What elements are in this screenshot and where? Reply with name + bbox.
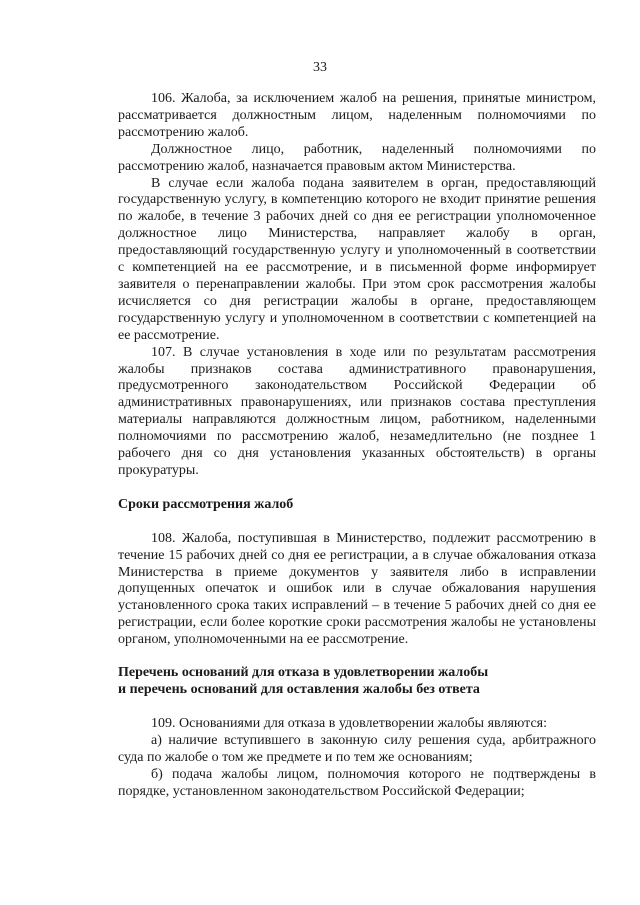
section-heading-review-terms: Сроки рассмотрения жалоб: [118, 496, 294, 512]
paragraph-107: 107. В случае установления в ходе или по результатам рассмотрения жалобы признаков состава административного правонарушения, предусмотренного законодательством Российской Федерации об административных правонарушениях, или признаков состава преступления материалы направляются должностным лицом, работником, наделенными полномочиями по рассмотрению жалоб, незамедлительно (не позднее 1 рабочего дня со дня установления указанных обстоятельств) в органы прокуратуры.: [118, 344, 596, 478]
paragraph-109: 109. Основаниями для отказа в удовлетворении жалобы являются:: [151, 715, 547, 731]
paragraph-106: 106. Жалоба, за исключением жалоб на решения, принятые министром, рассматривается должностным лицом, наделенным полномочиями по рассмотрению жалоб.: [118, 91, 596, 140]
section-heading-refusal-grounds-line1: Перечень оснований для отказа в удовлетворении жалобы: [118, 665, 489, 681]
page-number: 33: [313, 60, 327, 75]
document-body: [118, 91, 596, 800]
section-heading-refusal-grounds-line2: и перечень оснований для оставления жалобы без ответа: [118, 682, 480, 697]
paragraph-106-official: Должностное лицо, работник, наделенный полномочиями по рассмотрению жалоб, назначается правовым актом Министерства.: [118, 141, 596, 174]
paragraph-108: 108. Жалоба, поступившая в Министерство, подлежит рассмотрению в течение 15 рабочих дней со дня ее регистрации, а в случае обжалования отказа Министерства в приеме документов у заявителя либо в исправлении допущенных опечаток и ошибок или в случае обжалования нарушения установленного срока таких исправлений – в течение 5 рабочих дней со дня ее регистрации, если более короткие сроки рассмотрения жалобы не установлены органом, уполномоченными на ее рассмотрение.: [118, 530, 596, 648]
paragraph-106-redirect: В случае если жалоба подана заявителем в орган, предоставляющий государственную услугу, в компетенцию которого не входит принятие решения по жалобе, в течение 3 рабочих дней со дня ее регистрации уполномоченное должностное лицо Министерства, направляет жалобу в орган, предоставляющий государственную услугу и уполномоченный в соответствии с компетенцией на ее рассмотрение, и в письменной форме информирует заявителя о перенаправлении жалобы. При этом срок рассмотрения жалобы исчисляется со дня регистрации жалобы в органе, предоставляющем государственную услугу и уполномоченном в соответствии с компетенцией на ее рассмотрение.: [118, 175, 596, 343]
paragraph-109-a: а) наличие вступившего в законную силу решения суда, арбитражного суда по жалобе о том же предмете и по тем же основаниям;: [118, 732, 596, 765]
paragraph-109-b: б) подача жалобы лицом, полномочия которого не подтверждены в порядке, установленном законодательством Российской Федерации;: [118, 766, 596, 799]
